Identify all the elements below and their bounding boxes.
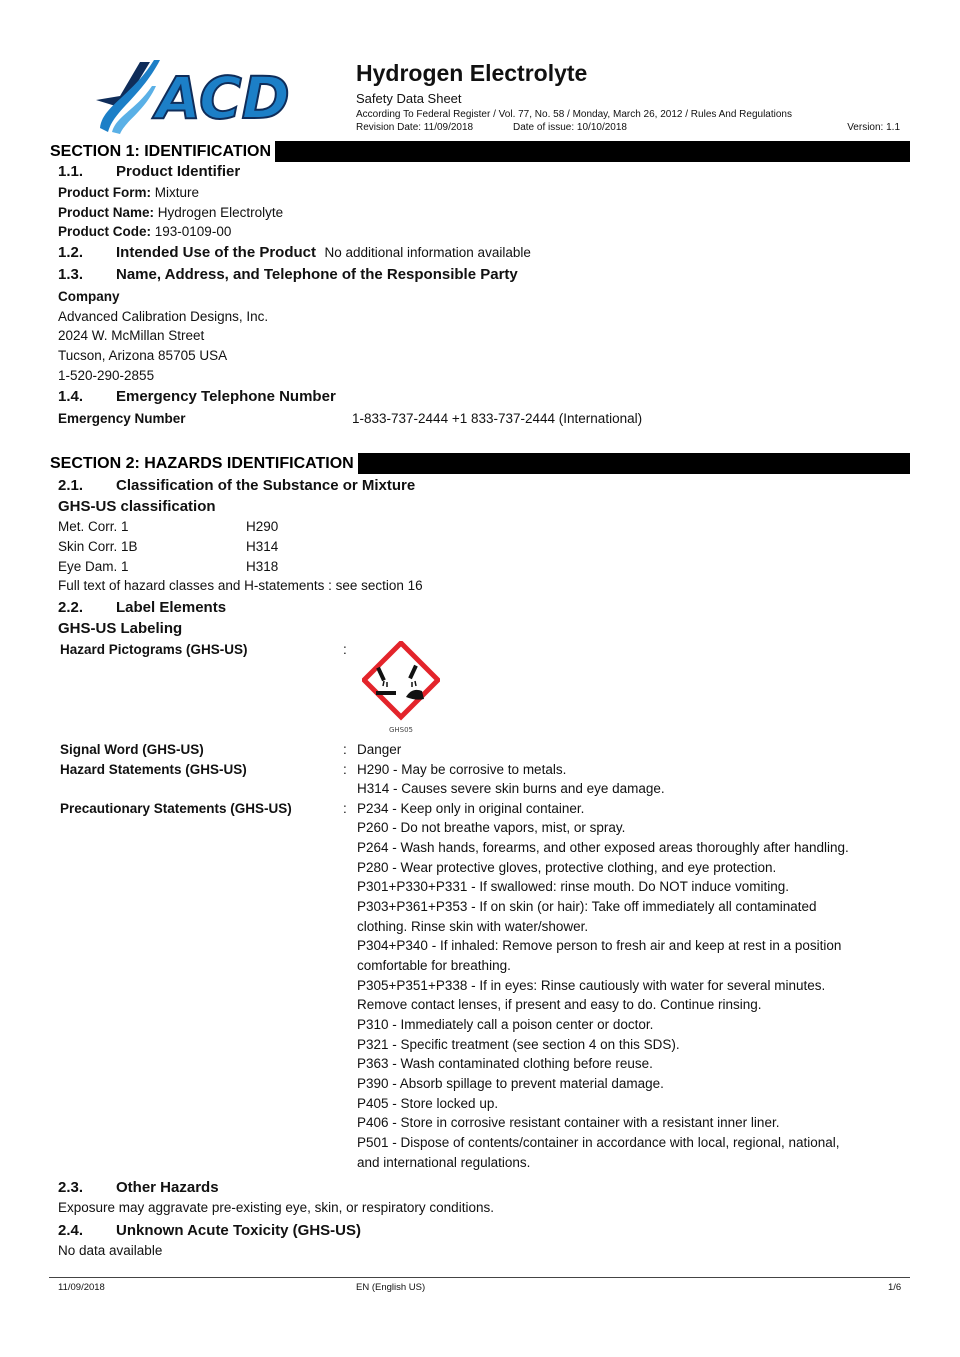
full-text-note: Full text of hazard classes and H-statements : see section 16 <box>58 578 423 593</box>
subsection-2-1: 2.1. Classification of the Substance or Mixture <box>58 477 416 494</box>
hazard-statement: H314 - Causes severe skin burns and eye damage. <box>357 781 665 796</box>
precaution-line: P303+P361+P353 - If on skin (or hair): Take off immediately all contaminated <box>357 899 817 914</box>
company-line: 2024 W. McMillan Street <box>58 328 205 343</box>
signal-word-label: Signal Word (GHS-US) <box>60 742 204 757</box>
section-2-title: SECTION 2: HAZARDS IDENTIFICATION <box>49 453 358 474</box>
class-code: H290 <box>246 519 279 534</box>
footer-language: EN (English US) <box>356 1282 426 1293</box>
logo-text: ACD <box>156 64 290 132</box>
subsection-2-2: 2.2. Label Elements <box>58 599 227 616</box>
subsection-1-2: 1.2. Intended Use of the Product No additional information available <box>58 244 531 261</box>
pictogram-caption: GHS05 <box>388 726 414 733</box>
precaution-line: comfortable for breathing. <box>357 958 511 973</box>
colon: : <box>343 762 347 777</box>
precaution-line: P321 - Specific treatment (see section 4 on this SDS). <box>357 1037 680 1052</box>
precaution-line: P363 - Wash contaminated clothing before reuse. <box>357 1056 653 1071</box>
issue-date: Date of issue: 10/10/2018 <box>513 122 627 133</box>
signal-word-value: Danger <box>357 742 402 757</box>
acd-logo <box>92 56 316 134</box>
precaution-line: P305+P351+P338 - If in eyes: Rinse cautiously with water for several minutes. <box>357 978 826 993</box>
revision-date: Revision Date: 11/09/2018 <box>356 122 474 133</box>
precaution-line: clothing. Rinse skin with water/shower. <box>357 919 589 934</box>
acute-toxicity-text: No data available <box>58 1243 163 1258</box>
subsection-1-4: 1.4. Emergency Telephone Number <box>58 388 336 405</box>
other-hazards-text: Exposure may aggravate pre-existing eye, skin, or respiratory conditions. <box>58 1200 494 1215</box>
subsection-2-3: 2.3. Other Hazards <box>58 1179 219 1196</box>
precaution-line: P301+P330+P331 - If swallowed: rinse mouth. Do NOT induce vomiting. <box>357 879 789 894</box>
pictograms-label: Hazard Pictograms (GHS-US) <box>60 642 248 657</box>
precaution-line: P304+P340 - If inhaled: Remove person to fresh air and keep at rest in a position <box>357 938 842 953</box>
precautionary-statements-label: Precautionary Statements (GHS-US) <box>60 801 292 816</box>
precaution-line: P310 - Immediately call a poison center or doctor. <box>357 1017 654 1032</box>
subsection-1-3: 1.3. Name, Address, and Telephone of the Responsible Party <box>58 266 518 283</box>
class-code: H318 <box>246 559 279 574</box>
class-name: Eye Dam. 1 <box>58 559 129 574</box>
product-form: Product Form: Mixture <box>58 185 200 200</box>
precaution-line: P260 - Do not breathe vapors, mist, or spray. <box>357 820 626 835</box>
footer-page-number: 1/6 <box>888 1282 902 1293</box>
document-subtitle: Safety Data Sheet <box>356 91 462 106</box>
regulation-text: According To Federal Register / Vol. 77, No. 58 / Monday, March 26, 2012 / Rules And Regulations <box>356 109 792 120</box>
product-name: Product Name: Hydrogen Electrolyte <box>58 205 284 220</box>
precaution-line: and international regulations. <box>357 1155 531 1170</box>
company-label: Company <box>58 289 120 304</box>
revision-line <box>356 122 900 133</box>
colon: : <box>343 742 347 757</box>
colon: : <box>343 801 347 816</box>
section-1-bar <box>49 141 910 162</box>
precaution-line: P280 - Wear protective gloves, protective clothing, and eye protection. <box>357 860 777 875</box>
footer-date: 11/09/2018 <box>58 1282 105 1293</box>
company-line: Advanced Calibration Designs, Inc. <box>58 309 269 324</box>
precaution-line: P390 - Absorb spillage to prevent material damage. <box>357 1076 664 1091</box>
subsection-2-4: 2.4. Unknown Acute Toxicity (GHS-US) <box>58 1222 362 1239</box>
hazard-statement: H290 - May be corrosive to metals. <box>357 762 567 777</box>
emergency-number: 1-833-737-2444 +1 833-737-2444 (International) <box>352 411 643 426</box>
emergency-label: Emergency Number <box>58 411 186 426</box>
subsection-1-1: 1.1. Product Identifier <box>58 163 241 180</box>
section-2-bar <box>49 453 910 474</box>
precaution-line: P406 - Store in corrosive resistant container with a resistant inner liner. <box>357 1115 780 1130</box>
ghs05-corrosion-pictogram <box>362 641 440 733</box>
class-name: Skin Corr. 1B <box>58 539 138 554</box>
section-1-title: SECTION 1: IDENTIFICATION <box>49 141 275 162</box>
ghs-classification-title: GHS-US classification <box>58 498 216 515</box>
precaution-line: P234 - Keep only in original container. <box>357 801 585 816</box>
company-line: 1-520-290-2855 <box>58 368 155 383</box>
product-code: Product Code: 193-0109-00 <box>58 224 232 239</box>
precaution-line: P405 - Store locked up. <box>357 1096 499 1111</box>
hazard-statements-label: Hazard Statements (GHS-US) <box>60 762 247 777</box>
class-code: H314 <box>246 539 279 554</box>
precaution-line: P501 - Dispose of contents/container in accordance with local, regional, national, <box>357 1135 840 1150</box>
ghs-labeling-title: GHS-US Labeling <box>58 620 183 637</box>
document-title: Hydrogen Electrolyte <box>356 60 588 86</box>
precaution-line: P264 - Wash hands, forearms, and other exposed areas thoroughly after handling. <box>357 840 849 855</box>
footer-divider <box>49 1277 910 1278</box>
company-line: Tucson, Arizona 85705 USA <box>58 348 228 363</box>
class-name: Met. Corr. 1 <box>58 519 129 534</box>
version: Version: 1.1 <box>847 122 900 133</box>
colon: : <box>343 642 347 657</box>
precaution-line: Remove contact lenses, if present and easy to do. Continue rinsing. <box>357 997 762 1012</box>
